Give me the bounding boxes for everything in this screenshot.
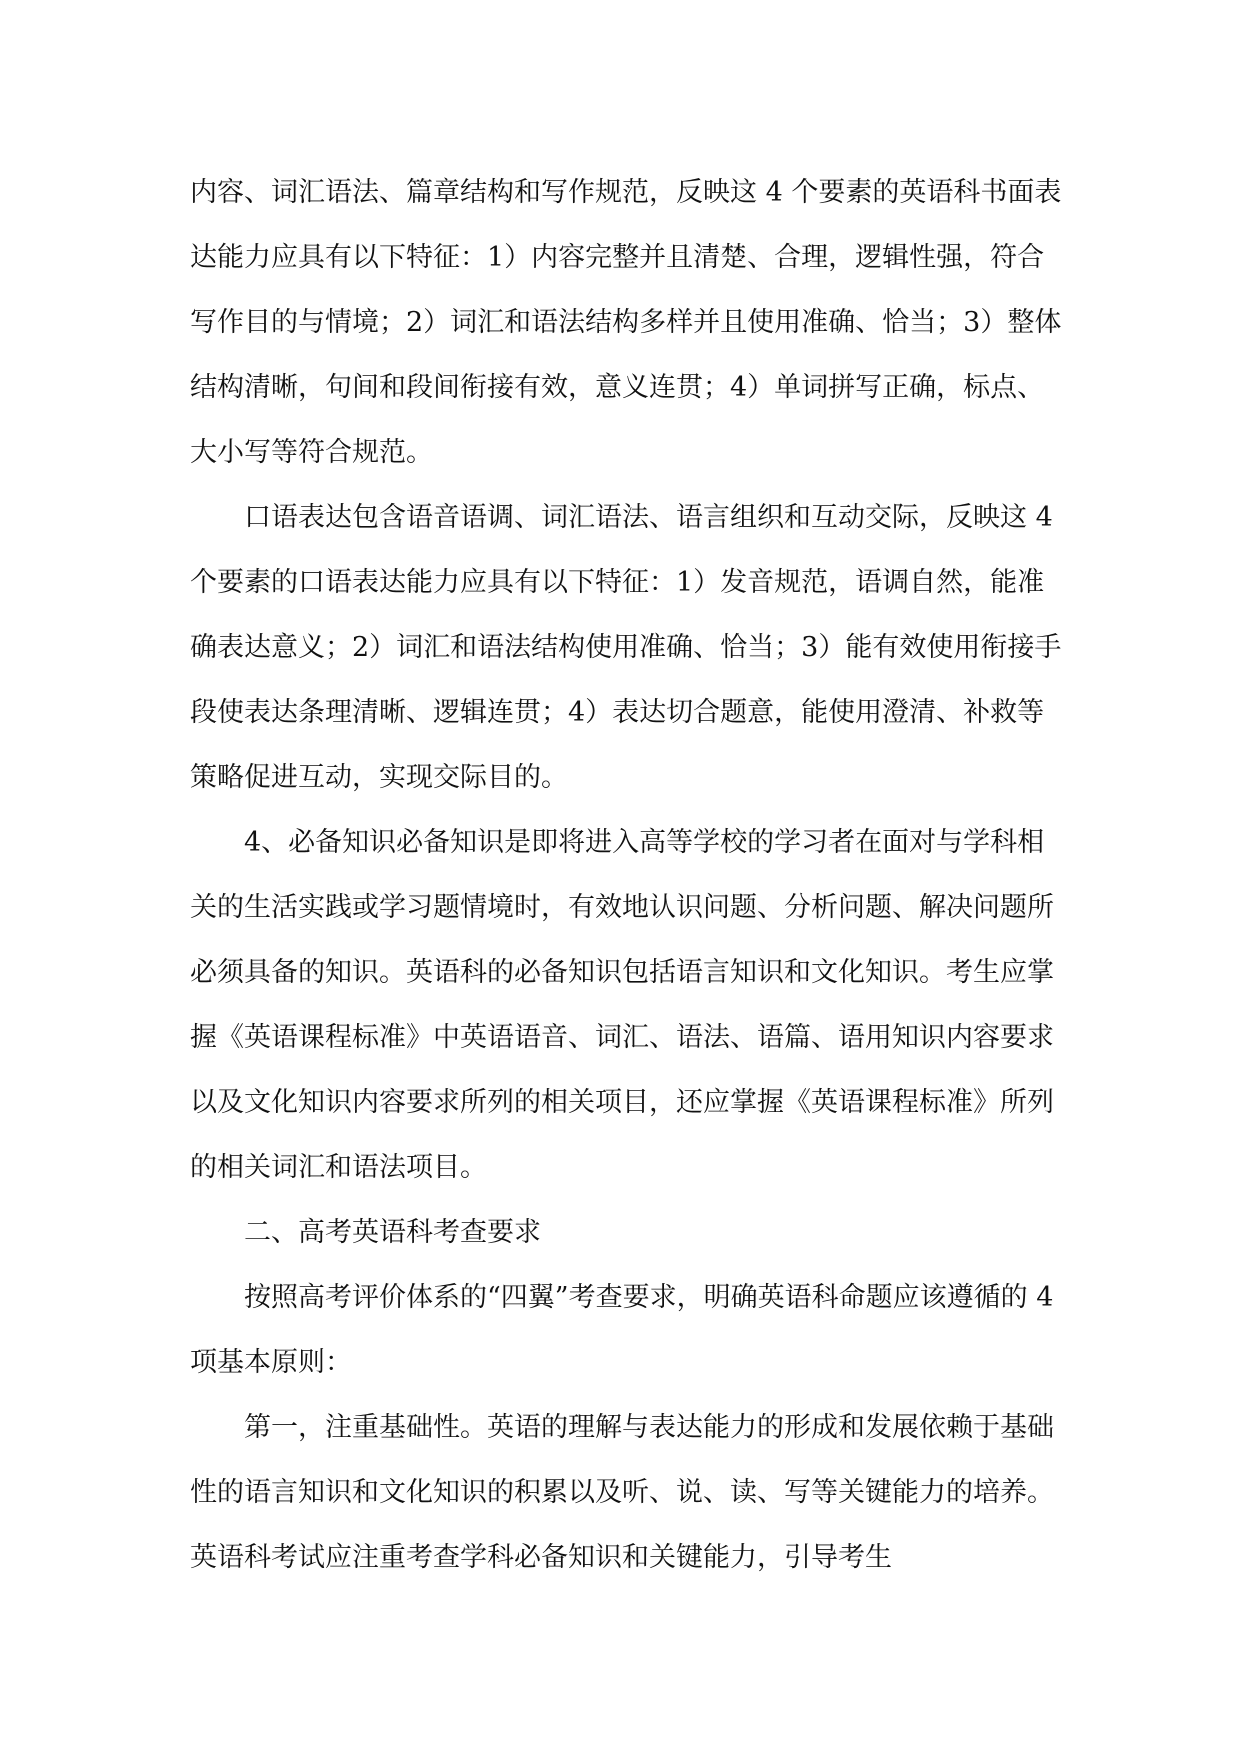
document-body: [190, 160, 1070, 1590]
paragraph-essential-knowledge: 4、必备知识必备知识是即将进入高等学校的学习者在面对与学科相关的生活实践或学习题情境时，有效地认识问题、分析问题、解决问题所必须具备的知识。英语科的必备知识包括语言知识和文化知识。考生应掌握《英语课程标准》中英语语音、词汇、语法、语篇、语用知识内容要求以及文化知识内容要求所列的相关项目，还应掌握《英语课程标准》所列的相关词汇和语法项目。: [190, 827, 1054, 1183]
paragraph-principle-one: 第一，注重基础性。英语的理解与表达能力的形成和发展依赖于基础性的语言知识和文化知识的积累以及听、说、读、写等关键能力的培养。英语科考试应注重考查学科必备知识和关键能力，引导考生: [190, 1412, 1054, 1573]
paragraph-four-principles: 按照高考评价体系的“四翼”考查要求，明确英语科命题应该遵循的 4 项基本原则：: [190, 1282, 1054, 1378]
paragraph-oral-features: 口语表达包含语音语调、词汇语法、语言组织和互动交际，反映这 4 个要素的口语表达能力应具有以下特征：1）发音规范，语调自然，能准确表达意义；2）词汇和语法结构使用准确、恰当；3）能有效使用衔接手段使表达条理清晰、逻辑连贯；4）表达切合题意，能使用澄清、补救等策略促进互动，实现交际目的。: [190, 502, 1062, 793]
paragraph-writing-features: 内容、词汇语法、篇章结构和写作规范，反映这 4 个要素的英语科书面表达能力应具有以下特征：1）内容完整并且清楚、合理，逻辑性强，符合写作目的与情境；2）词汇和语法结构多样并且使用准确、恰当；3）整体结构清晰，句间和段间衔接有效，意义连贯；4）单词拼写正确，标点、大小写等符合规范。: [190, 177, 1062, 468]
section-heading: 二、高考英语科考查要求: [244, 1217, 541, 1248]
